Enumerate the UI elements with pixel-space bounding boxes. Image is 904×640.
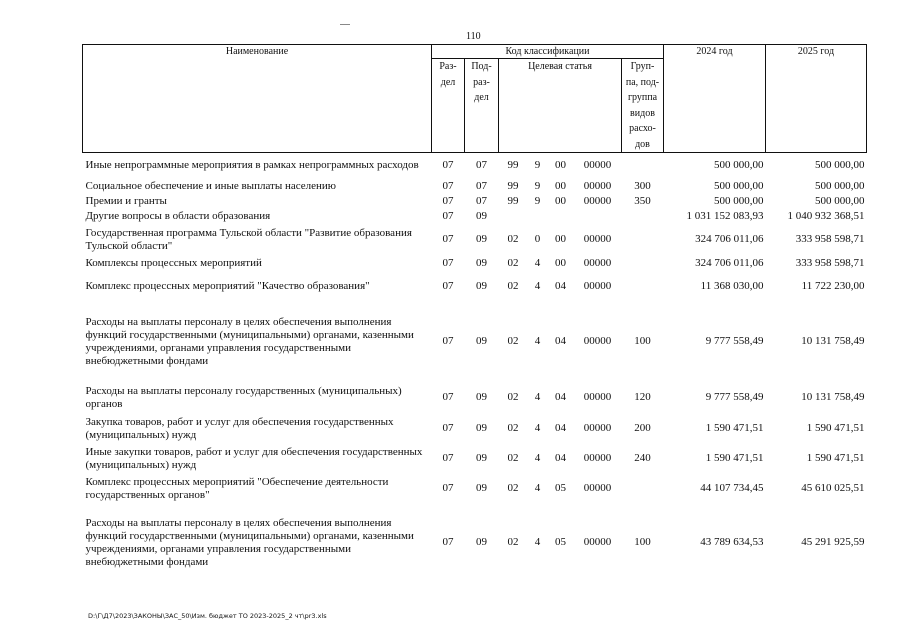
row-amount-2024: 500 000,00: [714, 194, 764, 207]
row-program-code: [499, 209, 528, 225]
row-podrazdel: 09: [476, 256, 487, 269]
row-name: Закупка товаров, работ и услуг для обеспечения государственных (муниципальных) нужд: [85, 415, 394, 441]
row-razdel: 07: [442, 391, 454, 403]
header-year-2025: 2025 год: [766, 45, 867, 153]
row-vid-raskhodov: 100: [634, 536, 651, 548]
row-event-code: 00: [555, 179, 566, 192]
row-name: Расходы на выплаты персоналу в целях обеспечения выполнения функций государственными (муниципальными) органами, казенными учреждениями, органами управления государственными внебюджетными фондами: [85, 315, 414, 367]
row-razdel: 07: [442, 256, 454, 269]
table-row: [83, 153, 867, 179]
row-amount-2024: 9 777 558,49: [705, 335, 764, 347]
row-subprogram-code: 4: [534, 422, 541, 434]
row-vid-raskhodov: 300: [634, 179, 651, 192]
row-razdel: 07: [442, 536, 454, 548]
row-event-code: 05: [555, 536, 566, 548]
file-path-footer: D:\Г\Д7\2023\ЗАКОНЫ\ЗАС_50\Изм. бюджет ТО 2023-2025_2 чт\pr3.xls: [88, 612, 327, 620]
row-vid-raskhodov: 120: [634, 391, 651, 403]
row-subprogram-code: 0: [534, 233, 541, 245]
row-podrazdel: 07: [476, 179, 487, 192]
row-direction-code: 00000: [583, 179, 612, 192]
row-subprogram-code: 4: [534, 256, 541, 269]
row-program-code: 02: [507, 233, 519, 245]
row-name: Комплексы процессных мероприятий: [85, 256, 262, 269]
row-amount-2025: 1 590 471,51: [806, 452, 865, 464]
row-name: Иные закупки товаров, работ и услуг для обеспечения государственных (муниципальных) нужд: [85, 445, 423, 471]
row-razdel: 07: [442, 482, 454, 494]
row-direction-code: 00000: [583, 452, 612, 464]
row-amount-2024: 43 789 634,53: [700, 536, 764, 548]
row-amount-2025: 1 040 932 368,51: [787, 210, 865, 222]
row-razdel: 07: [442, 210, 454, 222]
row-event-code: 00: [555, 194, 566, 207]
row-event-code: 00: [555, 159, 566, 172]
row-direction-code: [574, 209, 622, 225]
row-direction-code: 00000: [583, 482, 612, 494]
row-event-code: 04: [555, 452, 566, 464]
row-direction-code: 00000: [583, 256, 612, 269]
row-subprogram-code: 4: [534, 280, 541, 292]
row-direction-code: 00000: [583, 233, 612, 245]
row-program-code: 02: [507, 482, 519, 494]
row-amount-2025: 500 000,00: [815, 194, 865, 207]
row-vid-raskhodov: 350: [634, 194, 651, 207]
row-podrazdel: 09: [476, 391, 487, 403]
row-direction-code: 00000: [583, 194, 612, 207]
table-row: [83, 474, 867, 504]
row-podrazdel: 09: [476, 482, 487, 494]
row-razdel: 07: [442, 280, 454, 292]
row-event-code: 04: [555, 422, 566, 434]
row-event-code: 04: [555, 391, 566, 403]
row-subprogram-code: 4: [534, 482, 541, 494]
header-vid-raskhodov: Груп- па, под- группа видов расхо- дов: [622, 59, 664, 153]
row-amount-2025: 10 131 758,49: [801, 391, 865, 403]
table-row: [83, 209, 867, 225]
row-event-code: 00: [555, 233, 566, 245]
row-podrazdel: 09: [476, 280, 487, 292]
row-razdel: 07: [442, 179, 454, 192]
header-code-group: Код классификации: [432, 45, 664, 59]
row-program-code: 02: [507, 335, 519, 347]
row-subprogram-code: 9: [534, 179, 541, 192]
row-program-code: 99: [507, 179, 519, 192]
header-name: Наименование: [83, 45, 432, 153]
row-direction-code: 00000: [583, 335, 612, 347]
row-amount-2024: 500 000,00: [714, 159, 764, 172]
row-razdel: 07: [442, 194, 454, 207]
table-row: [83, 225, 867, 255]
row-name: Премии и гранты: [85, 194, 167, 207]
table-row: [83, 414, 867, 444]
table-row: [83, 194, 867, 209]
row-amount-2024: 324 706 011,06: [695, 233, 764, 245]
header-razdel: Раз- дел: [432, 59, 465, 153]
row-podrazdel: 09: [476, 233, 487, 245]
table-row: [83, 255, 867, 272]
row-amount-2025: 45 291 925,59: [801, 536, 865, 548]
row-amount-2024: 44 107 734,45: [700, 482, 764, 494]
row-podrazdel: 09: [476, 422, 487, 434]
row-amount-2025: 1 590 471,51: [806, 422, 865, 434]
header-year-2024: 2024 год: [664, 45, 766, 153]
row-amount-2024: 11 368 030,00: [700, 280, 764, 292]
row-program-code: 02: [507, 452, 519, 464]
row-direction-code: 00000: [583, 536, 612, 548]
row-vid-raskhodov: [622, 225, 664, 255]
row-razdel: 07: [442, 422, 454, 434]
row-podrazdel: 09: [476, 210, 487, 222]
table-row: [83, 272, 867, 302]
row-razdel: 07: [442, 335, 454, 347]
row-event-code: 05: [555, 482, 566, 494]
row-program-code: 99: [507, 159, 519, 172]
row-amount-2025: 45 610 025,51: [801, 482, 865, 494]
row-name: Расходы на выплаты персоналу в целях обеспечения выполнения функций государственными (муниципальными) органами, казенными учреждениями, органами управления государственными внебюджетными фондами: [85, 516, 414, 568]
table-row: [83, 382, 867, 414]
row-event-code: 04: [555, 280, 566, 292]
row-name: Государственная программа Тульской области "Развитие образования Тульской области": [85, 226, 412, 252]
row-amount-2025: 11 722 230,00: [801, 280, 865, 292]
table-body: [83, 153, 867, 582]
row-direction-code: 00000: [583, 280, 612, 292]
row-podrazdel: 09: [476, 335, 487, 347]
row-program-code: 02: [507, 256, 519, 269]
row-name: Другие вопросы в области образования: [85, 210, 271, 222]
row-vid-raskhodov: [622, 153, 664, 179]
row-podrazdel: 07: [476, 194, 487, 207]
row-program-code: 02: [507, 422, 519, 434]
row-vid-raskhodov: [622, 272, 664, 302]
row-amount-2024: 1 031 152 083,93: [686, 210, 764, 222]
row-subprogram-code: 4: [534, 391, 541, 403]
row-vid-raskhodov: 200: [634, 422, 651, 434]
row-amount-2024: 1 590 471,51: [705, 452, 764, 464]
row-razdel: 07: [442, 452, 454, 464]
table-row: [83, 302, 867, 382]
row-direction-code: 00000: [583, 422, 612, 434]
row-subprogram-code: 4: [534, 452, 541, 464]
row-direction-code: 00000: [583, 391, 612, 403]
row-subprogram-code: 4: [534, 335, 541, 347]
row-program-code: 02: [507, 280, 519, 292]
row-name: Комплекс процессных мероприятий "Качество образования": [85, 280, 370, 292]
header-tselevaya-statya: Целевая статья: [499, 59, 622, 153]
page-number: 110: [466, 31, 481, 42]
row-subprogram-code: 9: [534, 159, 541, 172]
row-podrazdel: 09: [476, 536, 487, 548]
row-event-code: 00: [555, 256, 566, 269]
row-amount-2024: 1 590 471,51: [705, 422, 764, 434]
budget-table: [82, 44, 867, 582]
row-program-code: 99: [507, 194, 519, 207]
header-podrazdel: Под- раз- дел: [465, 59, 499, 153]
row-amount-2025: 10 131 758,49: [801, 335, 865, 347]
row-amount-2025: 500 000,00: [815, 159, 865, 172]
table-row: [83, 179, 867, 194]
row-vid-raskhodov: [622, 209, 664, 225]
row-amount-2024: 500 000,00: [714, 179, 764, 192]
row-name: Комплекс процессных мероприятий "Обеспечение деятельности государственных органов": [85, 475, 389, 501]
row-subprogram-code: 9: [534, 194, 541, 207]
row-razdel: 07: [442, 233, 454, 245]
row-amount-2025: 500 000,00: [815, 179, 865, 192]
row-program-code: 02: [507, 536, 519, 548]
scan-artifact: [340, 24, 350, 25]
row-event-code: 04: [555, 335, 566, 347]
row-subprogram-code: 4: [534, 536, 541, 548]
row-amount-2025: 333 958 598,71: [795, 233, 865, 245]
table-row: [83, 444, 867, 474]
row-amount-2025: 333 958 598,71: [795, 256, 865, 269]
row-podrazdel: 07: [476, 159, 487, 172]
row-event-code: [548, 209, 574, 225]
row-razdel: 07: [442, 159, 454, 172]
row-subprogram-code: [528, 209, 548, 225]
table-row: [83, 504, 867, 582]
row-vid-raskhodov: [622, 474, 664, 504]
row-program-code: 02: [507, 391, 519, 403]
row-name: Расходы на выплаты персоналу государственных (муниципальных) органов: [85, 384, 402, 410]
row-name: Иные непрограммные мероприятия в рамках непрограммных расходов: [85, 159, 419, 172]
row-amount-2024: 9 777 558,49: [705, 391, 764, 403]
row-direction-code: 00000: [583, 159, 612, 172]
row-vid-raskhodov: 100: [634, 335, 651, 347]
row-vid-raskhodov: 240: [634, 452, 651, 464]
row-name: Социальное обеспечение и иные выплаты населению: [85, 179, 337, 192]
row-podrazdel: 09: [476, 452, 487, 464]
row-amount-2024: 324 706 011,06: [695, 256, 764, 269]
row-vid-raskhodov: [622, 255, 664, 272]
